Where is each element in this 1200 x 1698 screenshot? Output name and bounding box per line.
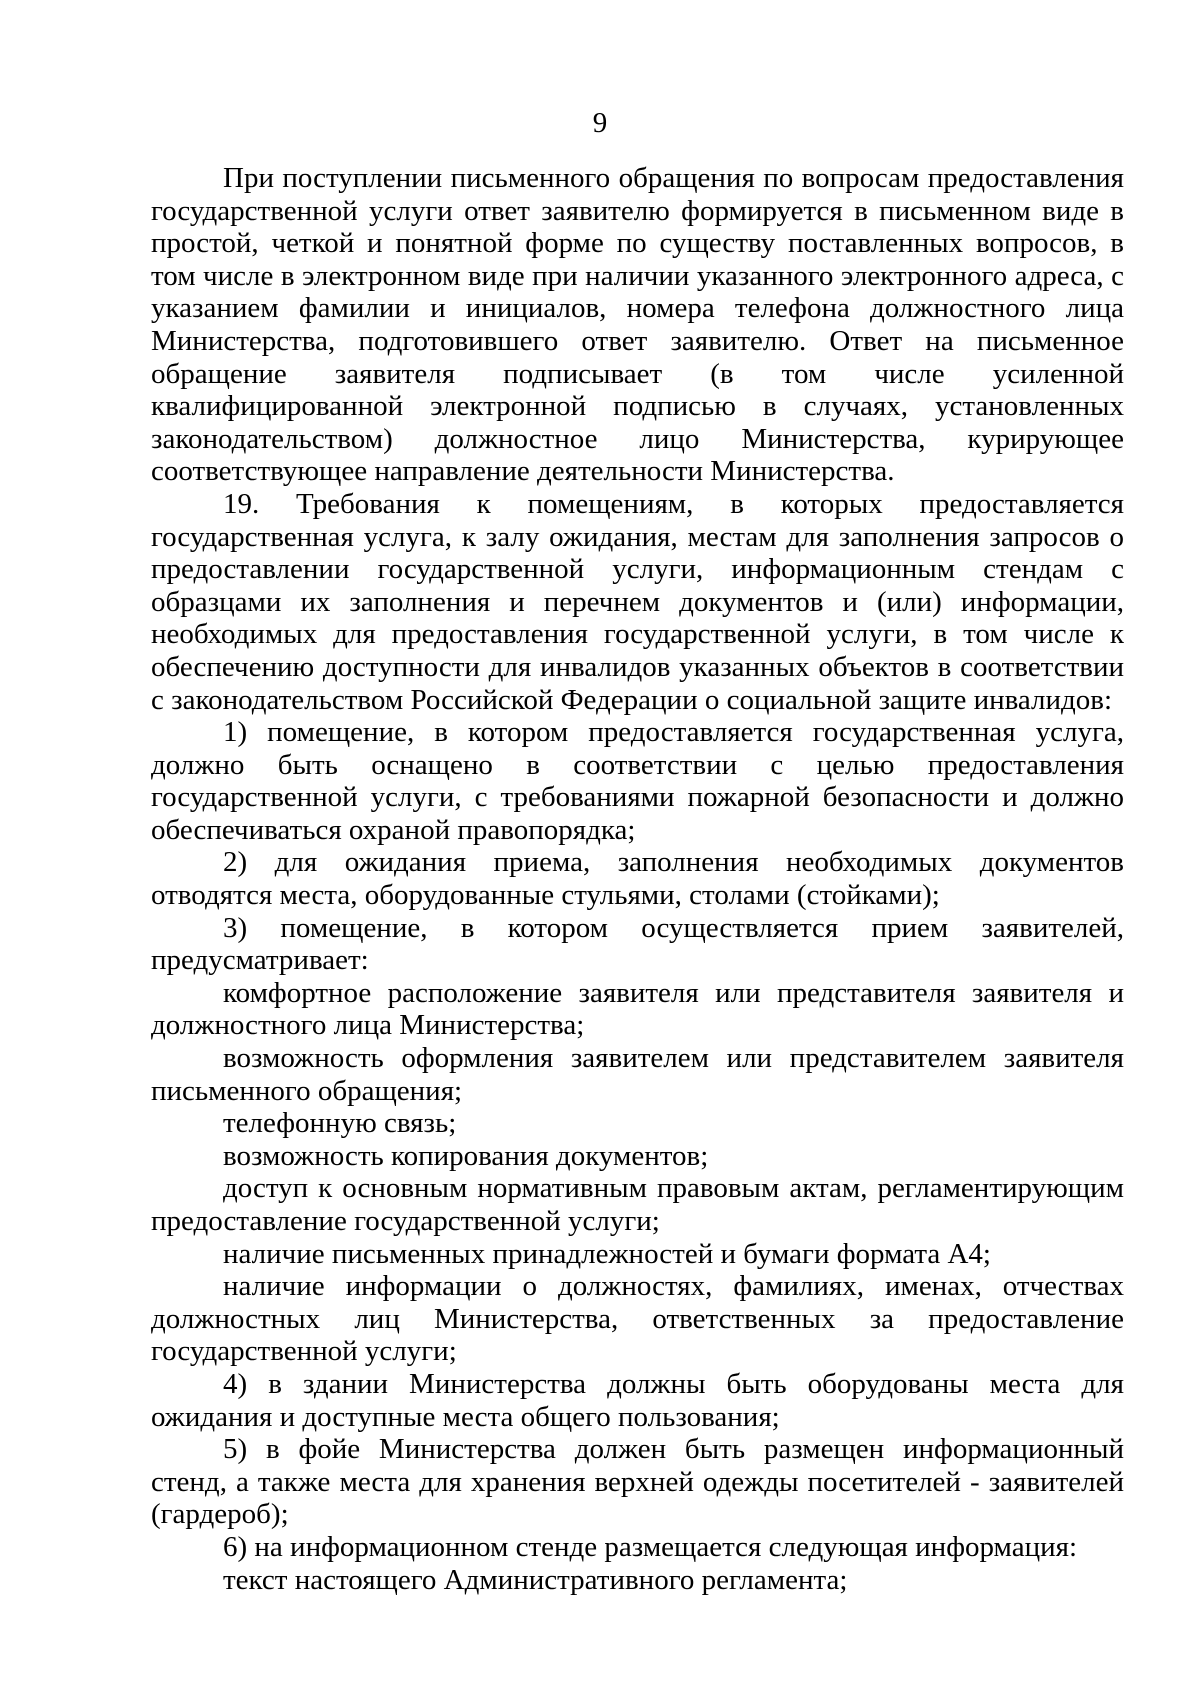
list-item-copying: возможность копирования документов; (223, 1139, 709, 1172)
paragraph-written-response: При поступлении письменного обращения по вопросам предоставления государственной услуги ответ заявителю формируется в письменном виде в простой, четкой и понятной форме по существу поставленных вопросов, в том числе в электронном виде при наличии указанного электронного адреса, с указанием фамилии и инициалов, номера телефона должностного лица Министерства, подготовившего ответ заявителю. Ответ на письменное обращение заявителя подписывает (в том числе усиленной квалифицированной электронной подписью в случаях, установленных законодательством) должностное лицо Министерства, курирующее соответствующее направление деятельности Министерства. (151, 162, 1124, 488)
list-item-comfortable-placement: комфортное расположение заявителя или представителя заявителя и должностного лица Министерства; (151, 976, 1124, 1042)
paragraph-subitem-2: 2) для ожидания приема, заполнения необходимых документов отводятся места, оборудованные стульями, столами (стойками); (151, 846, 1124, 912)
list-item-officials-info: наличие информации о должностях, фамилиях, именах, отчествах должностных лиц Министерства, ответственных за предоставление государственной услуги; (151, 1270, 1124, 1368)
paragraph-subitem-1: 1) помещение, в котором предоставляется государственная услуга, должно быть оснащено в соответствии с целью предоставления государственной услуги, с требованиями пожарной безопасности и должно обеспечиваться охраной правопорядка; (151, 716, 1124, 846)
document-body (151, 162, 1124, 1596)
paragraph-item-19-premises-requirements: 19. Требования к помещениям, в которых предоставляется государственная услуга, к залу ожидания, местам для заполнения запросов о предоставлении государственной услуги, информационным стендам с образцами их заполнения и перечнем документов и (или) информации, необходимых для предоставления государственной услуги, в том числе к обеспечению доступности для инвалидов указанных объектов в соответствии с законодательством Российской Федерации о социальной защите инвалидов: (151, 487, 1124, 716)
paragraph-subitem-3: 3) помещение, в котором осуществляется прием заявителей, предусматривает: (151, 911, 1124, 977)
paragraph-subitem-5: 5) в фойе Министерства должен быть размещен информационный стенд, а также места для хранения верхней одежды посетителей - заявителей (гардероб); (151, 1433, 1124, 1531)
list-item-regulation-text: текст настоящего Административного регламента; (223, 1563, 848, 1596)
list-item-telephone: телефонную связь; (223, 1107, 457, 1140)
paragraph-subitem-6: 6) на информационном стенде размещается следующая информация: (223, 1530, 1077, 1563)
page-number: 9 (592, 107, 608, 139)
list-item-legal-acts: доступ к основным нормативным правовым актам, регламентирующим предоставление государственной услуги; (151, 1172, 1124, 1237)
list-item-written-appeal: возможность оформления заявителем или представителем заявителя письменного обращения; (151, 1042, 1124, 1107)
paragraph-subitem-4: 4) в здании Министерства должны быть оборудованы места для ожидания и доступные места общего пользования; (151, 1367, 1124, 1433)
list-item-stationery: наличие письменных принадлежностей и бумаги формата А4; (223, 1237, 991, 1270)
